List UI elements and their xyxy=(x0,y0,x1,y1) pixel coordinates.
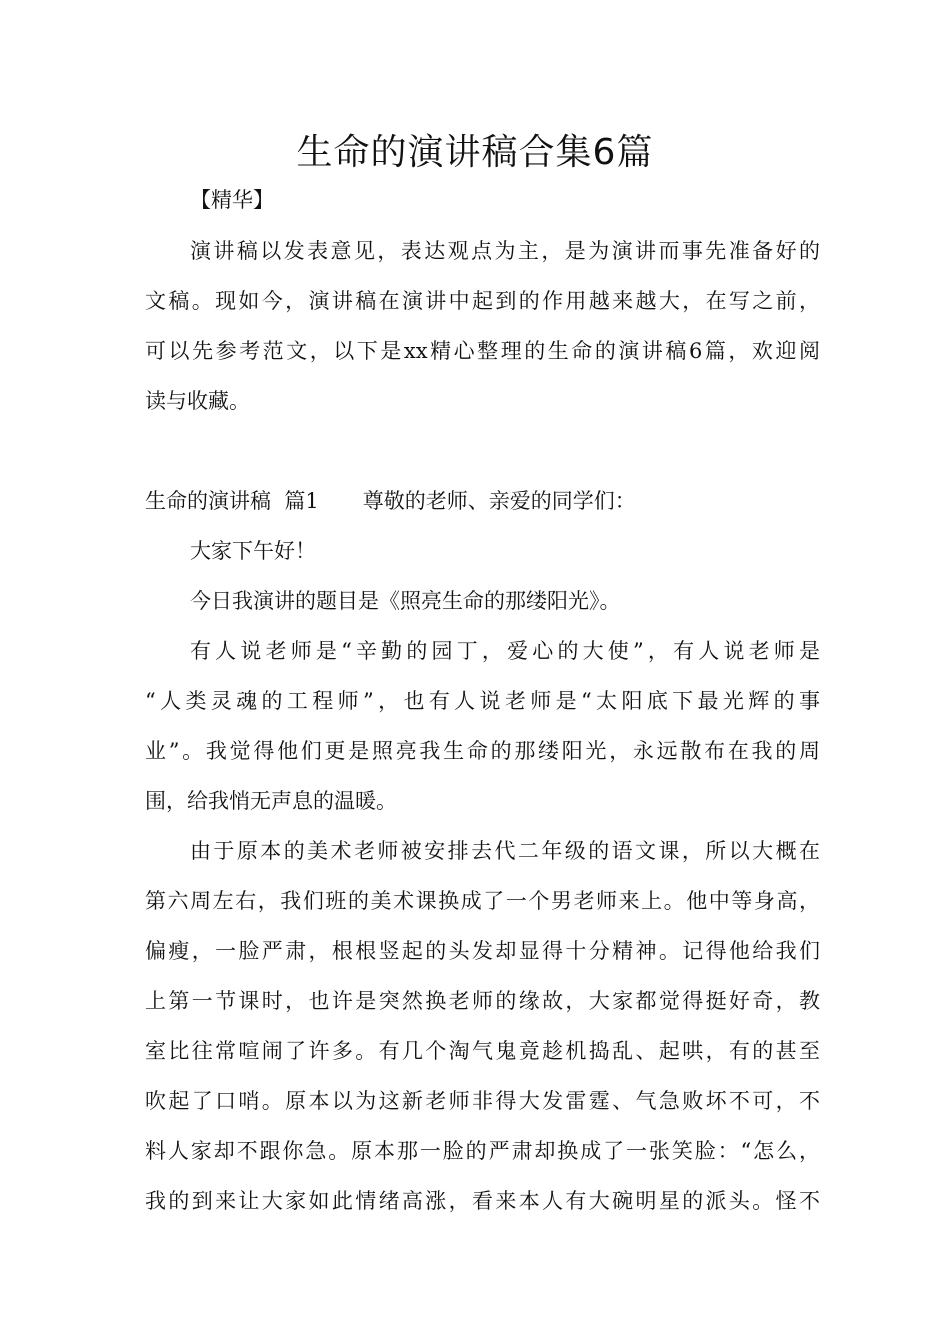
speech-topic: 今日我演讲的题目是《照亮生命的那缕阳光》。 xyxy=(190,589,621,613)
paragraph-line: 业”。我觉得他们更是照亮我生命的那缕阳光，永远散布在我的周 xyxy=(145,739,820,763)
paragraph-line: 由于原本的美术老师被安排去代二年级的语文课，所以大概在 xyxy=(190,839,820,863)
paragraph-line: 室比往常喧闹了许多。有几个淘气鬼竟趁机捣乱、起哄，有的甚至 xyxy=(145,1039,820,1063)
paragraph-line: 料人家却不跟你急。原本那一脸的严肃却换成了一张笑脸：“怎么， xyxy=(145,1139,820,1163)
greeting: 大家下午好！ xyxy=(190,539,316,563)
intro-line: 读与收藏。 xyxy=(145,389,250,413)
paragraph-line: 第六周左右，我们班的美术课换成了一个男老师来上。他中等身高， xyxy=(145,889,820,913)
paragraph-line: 我的到来让大家如此情绪高涨，看来本人有大碗明星的派头。怪不 xyxy=(145,1189,820,1213)
document-title: 生命的演讲稿合集6篇 xyxy=(296,132,654,173)
section-heading: 生命的演讲稿 篇1 xyxy=(145,489,319,513)
section-salutation: 尊敬的老师、亲爱的同学们： xyxy=(362,489,636,513)
paragraph-line: 吹起了口哨。原本以为这新老师非得大发雷霆、气急败坏不可，不 xyxy=(145,1089,820,1113)
paragraph-line: “人类灵魂的工程师”，也有人说老师是“太阳底下最光辉的事 xyxy=(145,689,820,713)
intro-line: 文稿。现如今，演讲稿在演讲中起到的作用越来越大，在写之前， xyxy=(145,289,820,313)
paragraph-line: 偏瘦，一脸严肃，根根竖起的头发却显得十分精神。记得他给我们 xyxy=(145,939,820,963)
paragraph-line: 有人说老师是“辛勤的园丁，爱心的大使”，有人说老师是 xyxy=(190,639,820,663)
intro-line: 演讲稿以发表意见，表达观点为主，是为演讲而事先准备好的 xyxy=(190,239,820,263)
paragraph-line: 上第一节课时，也许是突然换老师的缘故，大家都觉得挺好奇，教 xyxy=(145,989,820,1013)
intro-line: 可以先参考范文，以下是xx精心整理的生命的演讲稿6篇，欢迎阅 xyxy=(145,339,820,363)
paragraph-line: 围，给我悄无声息的温暖。 xyxy=(145,789,397,813)
document-tag: 【精华】 xyxy=(190,188,274,212)
section-heading-line xyxy=(145,486,820,516)
